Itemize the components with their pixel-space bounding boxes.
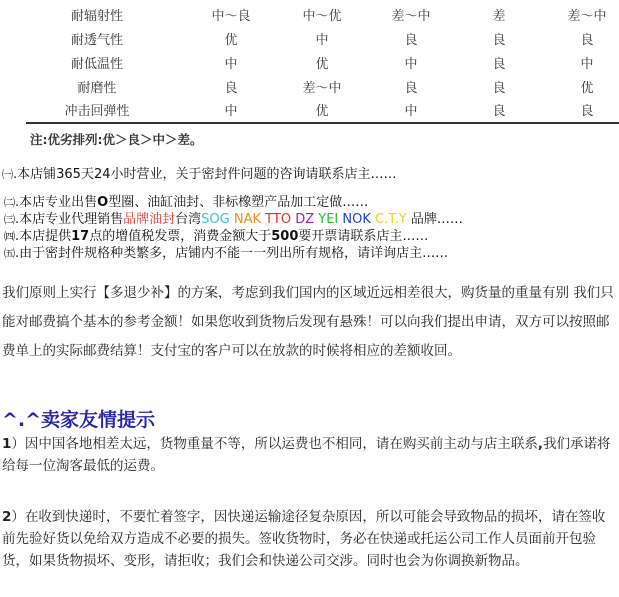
table-cell: 优: [224, 33, 238, 48]
brand-tto: TTO: [265, 212, 292, 227]
tip-number: 1: [2, 436, 12, 452]
tip-2: [2, 506, 614, 572]
table-cell: 中: [224, 104, 238, 119]
table-row: [0, 50, 619, 72]
tips-heading: ^.^卖家友情提示: [2, 409, 156, 431]
notice-text: .由于密封件规格种类繁多，店铺内不能一一列出所有规格，请详询店主……: [15, 246, 449, 261]
notice-number: ㈣: [4, 230, 15, 243]
notice-bold: 500: [271, 229, 299, 244]
table-cell: 中～优: [302, 9, 342, 24]
table-cell: 良: [224, 81, 238, 96]
table-row: [0, 74, 619, 96]
table-row: [0, 26, 619, 48]
table-cell: 优: [315, 57, 329, 72]
brand-highlight: 品牌油封: [123, 212, 176, 227]
table-cell: 中: [404, 104, 418, 119]
notice-text: .本店专业代理销售: [15, 212, 124, 227]
table-row: [0, 97, 619, 119]
notice-text: 点的增值税发票，消费金额大于: [89, 229, 272, 244]
table-cell: 良: [580, 33, 594, 48]
table-note: 注:优劣排列:优＞良＞中＞差。: [30, 132, 203, 147]
tip-number: 2: [2, 509, 12, 525]
brand-cty: C.T.Y: [375, 212, 407, 227]
table-cell: 优: [315, 104, 329, 119]
property-name: 冲击回弹性: [64, 104, 130, 119]
table-cell: 差～中: [567, 9, 607, 24]
tip-text: ）因中国各地相差太远，货物重量不等，所以运费也不相同，请在购买前主动与店主联系: [11, 436, 538, 452]
notice-bold: O: [97, 195, 109, 210]
brand-yei: YEI: [318, 212, 339, 227]
table-cell: 中: [580, 57, 594, 72]
table-row: [0, 2, 619, 24]
notice-number: ㈡: [4, 196, 15, 209]
brand-sog: SOG: [201, 212, 230, 227]
notice-bold: 17: [71, 229, 90, 244]
table-cell: 中: [224, 57, 238, 72]
table-cell: 优: [580, 81, 594, 96]
property-name: 耐透气性: [70, 33, 124, 48]
table-cell: 中～良: [211, 9, 251, 24]
notice-text: 型圈、油缸油封、非标橡塑产品加工定做……: [108, 195, 369, 210]
table-cell: 良: [404, 81, 418, 96]
tip-text: 我们承诺将给每一位淘客最低的运费。: [2, 436, 611, 474]
notice-text: 要开票请联系店主……: [298, 229, 429, 244]
notice-number: ㈠: [2, 168, 13, 181]
tip-text: ）在收到快递时，不要忙着签字，因快递运输途径复杂原因，所以可能会导致物品的损坏，请在签收前先验好货以免给双方造成不必要的损失。签收货物时，务必在快递或托运公司工作人员面前开包验货，如果货物损坏、变形，请拒收；我们会和快递公司交涉。同时也会为你调换新物品。: [2, 509, 606, 569]
property-name: 耐低温性: [70, 57, 124, 72]
notice-text: 台湾: [175, 212, 202, 227]
tip-1: [2, 433, 614, 477]
table-cell: 良: [492, 33, 506, 48]
policy-paragraph: 我们原则上实行【多退少补】的方案，考虑到我们国内的区域近远相差很大，购货量的重量有别 我们只能对邮费搞个基本的参考金额！如果您收到货物后发现有悬殊！可以向我们提出申请，双方可以按照邮费单上的实际邮费结算！支付宝的客户可以在放款的时候将相应的差额收回。: [2, 285, 614, 359]
tip-comma: ,: [537, 436, 544, 452]
table-cell: 良: [404, 33, 418, 48]
property-name: 耐磨性: [77, 81, 117, 96]
brand-dz: DZ: [295, 212, 315, 227]
notice-text: 品牌……: [410, 212, 463, 227]
table-cell: 差: [492, 9, 506, 24]
notice-text: .本店铺365天24小时营业，关于密封件问题的咨询请联系店主……: [13, 167, 397, 182]
table-bottom-rule: [26, 122, 619, 124]
table-cell: 差～中: [391, 9, 431, 24]
notice-5: [4, 242, 448, 261]
notice-text: .本店专业出售: [15, 195, 98, 210]
table-cell: 中: [404, 57, 418, 72]
table-cell: 良: [492, 81, 506, 96]
table-cell: 中: [315, 33, 329, 48]
notice-number: ㈤: [4, 247, 15, 260]
table-cell: 良: [492, 57, 506, 72]
table-cell: 差～中: [302, 81, 342, 96]
notice-number: ㈢: [4, 213, 15, 226]
brand-nak: NAK: [233, 212, 262, 227]
property-name: 耐辐射性: [70, 9, 124, 24]
brand-nok: NOK: [342, 212, 371, 227]
table-cell: 良: [492, 104, 506, 119]
table-cell: 良: [580, 104, 594, 119]
notice-text: .本店提供: [15, 229, 72, 244]
notice-1: [2, 163, 397, 182]
